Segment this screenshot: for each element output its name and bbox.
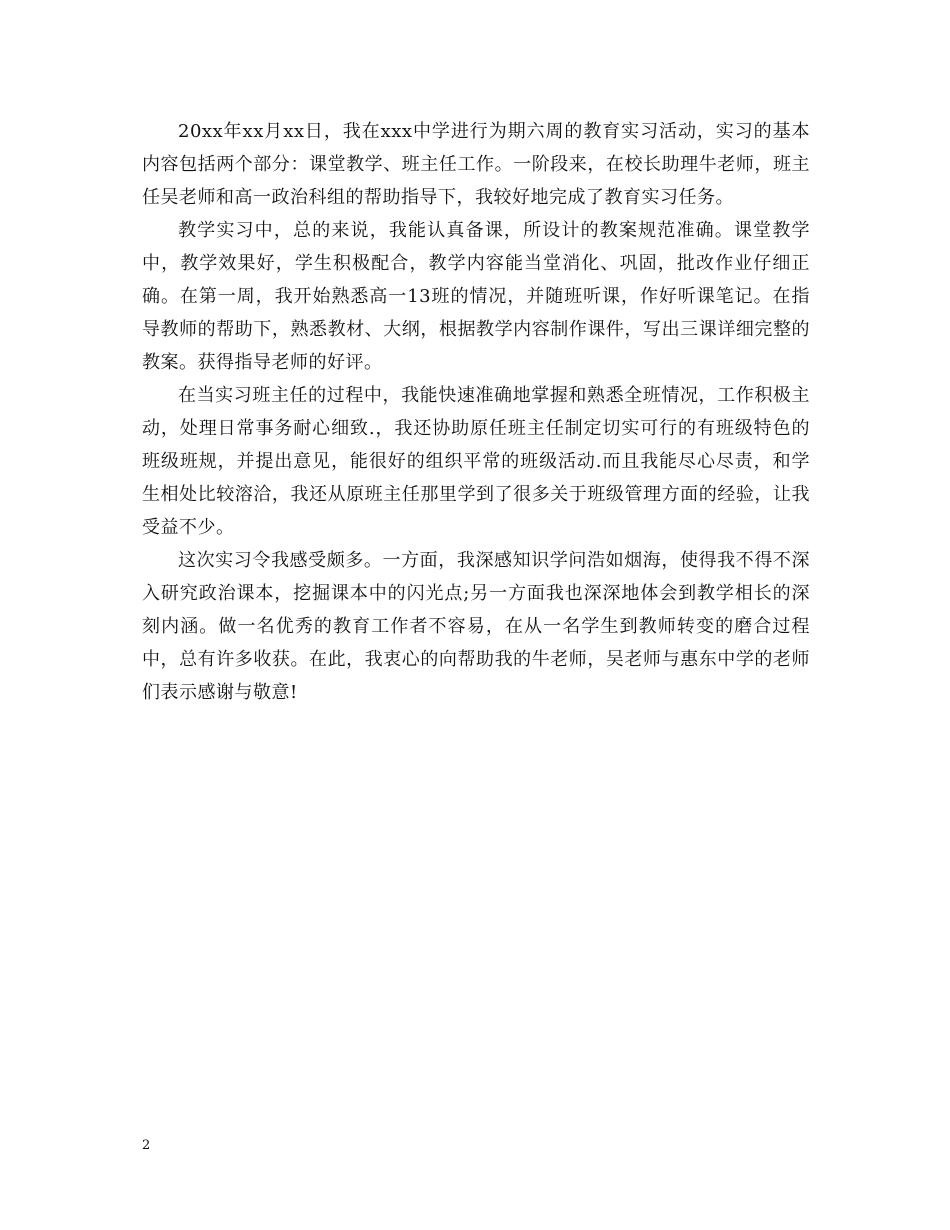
paragraph-reflection: 这次实习令我感受颇多。一方面，我深感知识学问浩如烟海，使得我不得不深入研究政治课本，挖掘课本中的闪光点;另一方面我也深深地体会到教学相长的深刻内涵。做一名优秀的教育工作者不容易，在从一名学生到教师转变的磨合过程中，总有许多收获。在此，我衷心的向帮助我的牛老师，吴老师与惠东中学的老师们表示感谢与敬意! bbox=[142, 550, 810, 703]
document-body bbox=[142, 115, 810, 709]
paragraph-internship-overview: 20xx年xx月xx日，我在xxx中学进行为期六周的教育实习活动，实习的基本内容包括两个部分：课堂教学、班主任工作。一阶段来，在校长助理牛老师，班主任吴老师和高一政治科组的帮助指导下，我较好地完成了教育实习任务。 bbox=[142, 121, 810, 208]
paragraph-teaching-practice: 教学实习中，总的来说，我能认真备课，所设计的教案规范准确。课堂教学中，教学效果好，学生积极配合，教学内容能当堂消化、巩固，批改作业仔细正确。在第一周，我开始熟悉高一13班的情况，并随班听课，作好听课笔记。在指导教师的帮助下，熟悉教材、大纲，根据教学内容制作课件，写出三课详细完整的教案。获得指导老师的好评。 bbox=[142, 220, 810, 373]
page-number: 2 bbox=[142, 1138, 151, 1153]
paragraph-class-teacher-work: 在当实习班主任的过程中，我能快速准确地掌握和熟悉全班情况，工作积极主动，处理日常事务耐心细致.，我还协助原任班主任制定切实可行的有班级特色的班级班规，并提出意见，能很好的组织平常的班级活动.而且我能尽心尽责，和学生相处比较溶洽，我还从原班主任那里学到了很多关于班级管理方面的经验，让我受益不少。 bbox=[142, 385, 810, 538]
